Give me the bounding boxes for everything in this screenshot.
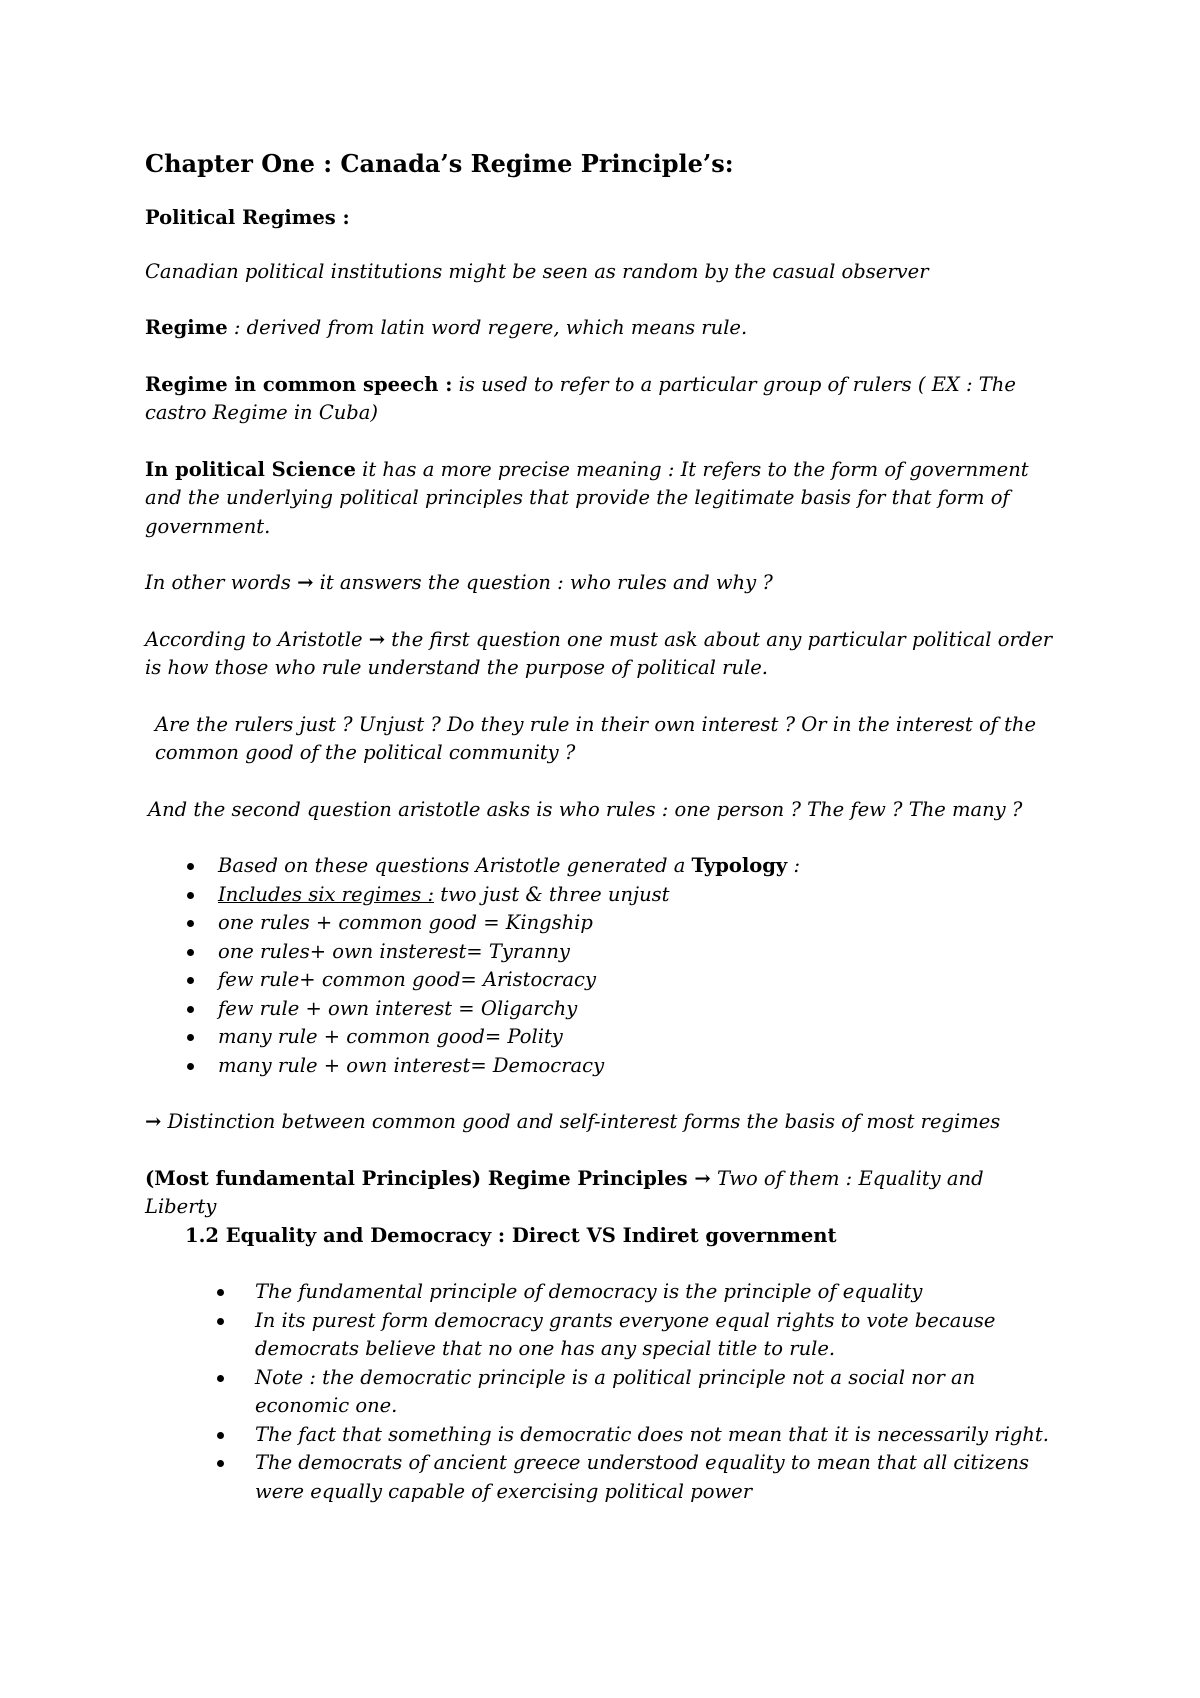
list-item bbox=[145, 995, 1060, 1024]
typology-item: one rules+ own insterest= Tyranny bbox=[218, 939, 570, 963]
typology-lead: Based on these questions Aristotle generated a bbox=[218, 854, 692, 877]
bullet-icon bbox=[217, 1432, 224, 1439]
bullet-icon bbox=[187, 1006, 194, 1013]
intro-paragraph: Canadian political institutions might be seen as random by the casual observer bbox=[145, 259, 929, 283]
equality-item: The fundamental principle of democracy is the principle of equality bbox=[255, 1280, 923, 1303]
distinction-paragraph bbox=[145, 1108, 1060, 1137]
arrow-icon: → bbox=[694, 1166, 711, 1190]
list-item bbox=[145, 938, 1060, 967]
regime-text: : derived from latin word regere, which means rule. bbox=[227, 316, 748, 339]
list-item bbox=[145, 1052, 1060, 1081]
political-science-term: In political Science bbox=[145, 457, 356, 481]
arrow-icon: → bbox=[297, 571, 314, 594]
equality-item: Note : the democratic principle is a political principle not a social nor an economic one. bbox=[255, 1365, 976, 1417]
bullet-icon bbox=[217, 1375, 224, 1382]
distinction-text: Distinction between common good and self-interest forms the basis of most regimes bbox=[161, 1110, 1001, 1133]
typology-term: Typology bbox=[691, 854, 788, 877]
common-speech-term: Regime in common speech : bbox=[145, 372, 453, 396]
second-question-paragraph: And the second question aristotle asks is who rules : one person ? The few ? The many ? bbox=[148, 797, 1023, 821]
list-item bbox=[145, 1023, 1060, 1052]
bullet-icon bbox=[187, 892, 194, 899]
aristotle-lead: According to Aristotle bbox=[145, 627, 363, 651]
bullet-icon bbox=[187, 949, 194, 956]
equality-item: In its purest form democracy grants everyone equal rights to vote because democrats believe that no one has any special title to rule. bbox=[255, 1308, 996, 1360]
political-science-text: it has a more precise meaning : It refers to the form of government and the underlying political principles that provide the legitimate basis for that form of government. bbox=[145, 457, 1029, 538]
list-item bbox=[145, 909, 1060, 938]
six-regimes-tail: two just & three unjust bbox=[434, 882, 670, 906]
six-regimes-underlined: Includes six regimes : bbox=[218, 882, 435, 906]
typology-item: many rule + own interest= Democracy bbox=[218, 1053, 605, 1077]
arrow-icon: → bbox=[368, 627, 386, 651]
other-words-paragraph bbox=[145, 569, 1060, 598]
typology-item: many rule + common good= Polity bbox=[218, 1025, 563, 1048]
bullet-icon bbox=[187, 977, 194, 984]
list-item bbox=[145, 852, 1060, 881]
political-regimes-heading: Political Regimes : bbox=[145, 206, 350, 229]
typology-item: one rules + common good = Kingship bbox=[218, 911, 593, 934]
equality-list bbox=[145, 1278, 1060, 1506]
list-item bbox=[145, 1364, 1060, 1421]
regime-definition bbox=[145, 314, 1060, 343]
typology-tail: : bbox=[787, 854, 801, 877]
typology-item: few rule + own interest = Oligarchy bbox=[218, 996, 578, 1020]
list-item bbox=[145, 966, 1060, 995]
bullet-icon bbox=[187, 1063, 194, 1070]
list-item bbox=[145, 1449, 1060, 1506]
bullet-icon bbox=[217, 1318, 224, 1325]
regime-principles-paragraph bbox=[145, 1165, 1060, 1222]
bullet-icon bbox=[217, 1289, 224, 1296]
document-title: Chapter One : Canada’s Regime Principle’s: bbox=[145, 149, 734, 178]
regime-principles-text: Two of them : Equality and Liberty bbox=[145, 1166, 984, 1218]
common-speech-text: is used to refer to a particular group of rulers ( EX : The castro Regime in Cuba) bbox=[145, 372, 1016, 424]
list-item bbox=[145, 1307, 1060, 1364]
bullet-icon bbox=[187, 1034, 194, 1041]
aristotle-text: the first question one must ask about any particular political order is how those who rule understand the purpose of political rule. bbox=[145, 627, 1053, 679]
arrow-icon: → bbox=[145, 1110, 162, 1133]
rulers-question-paragraph: Are the rulers just ? Unjust ? Do they rule in their own interest ? Or in the interest of the common good of the political community ? bbox=[155, 712, 1037, 764]
other-words-text: it answers the question : who rules and why ? bbox=[313, 571, 773, 594]
equality-item: The democrats of ancient greece understood equality to mean that all citizens were equally capable of exercising political power bbox=[255, 1451, 1029, 1503]
bullet-icon bbox=[187, 920, 194, 927]
bullet-icon bbox=[217, 1460, 224, 1467]
bullet-icon bbox=[187, 863, 194, 870]
common-speech-definition bbox=[145, 371, 1060, 428]
aristotle-paragraph bbox=[145, 626, 1060, 683]
equality-item: The fact that something is democratic does not mean that it is necessarily right. bbox=[255, 1422, 1049, 1446]
list-item bbox=[145, 881, 1060, 910]
list-item bbox=[145, 1278, 1060, 1307]
regime-principles-term: (Most fundamental Principles) Regime Principles bbox=[145, 1166, 695, 1190]
regime-term: Regime bbox=[145, 316, 228, 339]
section-1-2-heading: 1.2 Equality and Democracy : Direct VS Indiret government bbox=[185, 1223, 837, 1247]
list-item bbox=[145, 1421, 1060, 1450]
typology-list bbox=[145, 852, 1060, 1080]
other-words-lead: In other words bbox=[145, 571, 291, 594]
typology-item: few rule+ common good= Aristocracy bbox=[218, 968, 596, 991]
political-science-definition bbox=[145, 456, 1060, 542]
